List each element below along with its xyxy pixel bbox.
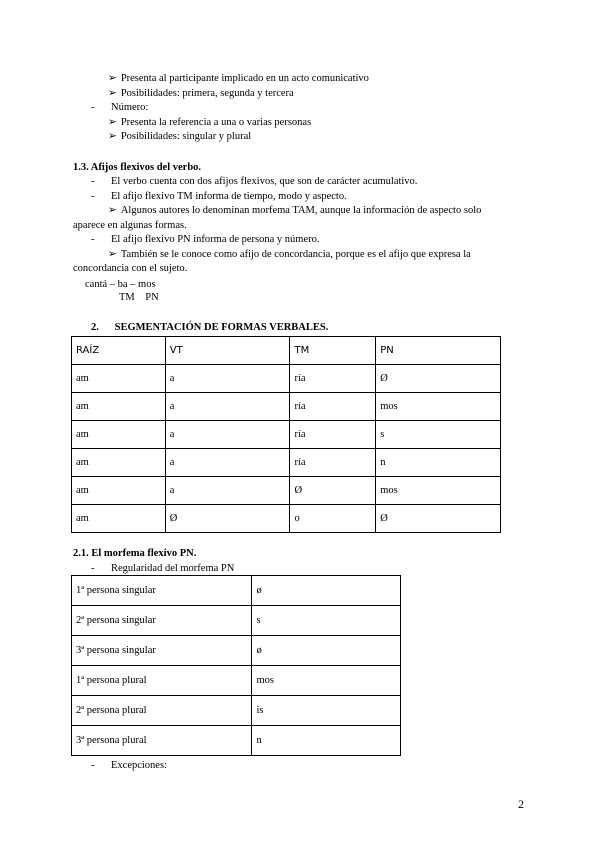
table-cell: am bbox=[72, 477, 166, 505]
pn-regularity-table bbox=[71, 575, 401, 756]
table-row bbox=[72, 421, 501, 449]
table-cell: am bbox=[72, 421, 166, 449]
table-cell: a bbox=[165, 449, 290, 477]
arrow-text: Posibilidades: singular y plural bbox=[120, 131, 252, 142]
bullet-item: - El afijo flexivo TM informa de tiempo, modo y aspecto. bbox=[91, 191, 347, 202]
table-cell: Ø bbox=[290, 477, 376, 505]
arrow-item: ➢ Presenta al participante implicado en un acto comunicativo bbox=[108, 73, 369, 84]
header-cell: VT bbox=[165, 337, 290, 365]
table-cell: is bbox=[252, 696, 401, 726]
table-cell: ø bbox=[252, 576, 401, 606]
bullet-text: El verbo cuenta con dos afijos flexivos, que son de carácter acumulativo. bbox=[111, 176, 418, 187]
table-row bbox=[72, 666, 401, 696]
arrow-item: ➢ También se le conoce como afijo de concordancia, porque es el afijo que expresa la bbox=[108, 249, 471, 260]
table-cell: ría bbox=[290, 393, 376, 421]
table-row bbox=[72, 365, 501, 393]
example-segmentation: cantá – ba – mos bbox=[85, 279, 156, 290]
bullet-numero: - Número: bbox=[91, 102, 149, 113]
section-heading-2-1: 2.1. El morfema flexivo PN. bbox=[73, 548, 197, 559]
section-heading-2: 2. SEGMENTACIÓN DE FORMAS VERBALES. bbox=[91, 322, 329, 333]
table-cell: ø bbox=[252, 636, 401, 666]
table-cell: ría bbox=[290, 449, 376, 477]
bullet-text: El afijo flexivo PN informa de persona y número. bbox=[111, 234, 320, 245]
table-cell: mos bbox=[376, 393, 501, 421]
table-row bbox=[72, 696, 401, 726]
bullet-item: - El afijo flexivo PN informa de persona y número. bbox=[91, 234, 320, 245]
table-cell: 2ª persona plural bbox=[72, 696, 252, 726]
table-cell: a bbox=[165, 365, 290, 393]
bullet-text: Número: bbox=[111, 102, 149, 113]
table-header-row bbox=[72, 337, 501, 365]
arrow-item: ➢ Posibilidades: primera, segunda y tercera bbox=[108, 88, 294, 99]
page-number: 2 bbox=[518, 797, 524, 811]
table-cell: am bbox=[72, 365, 166, 393]
arrow-text: Presenta la referencia a una o varias personas bbox=[120, 117, 312, 128]
example-labels: TM PN bbox=[119, 292, 159, 303]
bullet-text: El afijo flexivo TM informa de tiempo, modo y aspecto. bbox=[111, 191, 347, 202]
table-cell: am bbox=[72, 505, 166, 533]
table-cell: 3ª persona plural bbox=[72, 726, 252, 756]
arrow-text: También se le conoce como afijo de concordancia, porque es el afijo que expresa la bbox=[120, 249, 471, 260]
arrow-text: Algunos autores lo denominan morfema TAM, aunque la información de aspecto solo bbox=[120, 205, 482, 216]
header-cell: RAÍZ bbox=[72, 337, 166, 365]
header-cell: PN bbox=[376, 337, 501, 365]
table-cell: o bbox=[290, 505, 376, 533]
table-cell: am bbox=[72, 393, 166, 421]
continuation-text: concordancia con el sujeto. bbox=[73, 263, 188, 274]
arrow-item: ➢ Presenta la referencia a una o varias personas bbox=[108, 117, 312, 128]
segmentation-table bbox=[71, 336, 501, 533]
table-cell: 1ª persona plural bbox=[72, 666, 252, 696]
bullet-excepciones: - Excepciones: bbox=[91, 760, 167, 771]
table-row bbox=[72, 636, 401, 666]
table-row bbox=[72, 606, 401, 636]
table-cell: s bbox=[252, 606, 401, 636]
table-cell: s bbox=[376, 421, 501, 449]
bullet-text: Excepciones: bbox=[111, 760, 167, 771]
table-cell: n bbox=[252, 726, 401, 756]
table-cell: 2ª persona singular bbox=[72, 606, 252, 636]
table-row bbox=[72, 449, 501, 477]
table-row bbox=[72, 726, 401, 756]
table-row bbox=[72, 505, 501, 533]
table-cell: 3ª persona singular bbox=[72, 636, 252, 666]
table-cell: Ø bbox=[376, 365, 501, 393]
table-cell: Ø bbox=[376, 505, 501, 533]
table-cell: a bbox=[165, 421, 290, 449]
table-cell: am bbox=[72, 449, 166, 477]
table-cell: ría bbox=[290, 421, 376, 449]
table-cell: n bbox=[376, 449, 501, 477]
bullet-item: - Regularidad del morfema PN bbox=[91, 563, 235, 574]
continuation-text: aparece en algunas formas. bbox=[73, 220, 187, 231]
table-cell: ría bbox=[290, 365, 376, 393]
bullet-text: Regularidad del morfema PN bbox=[111, 563, 235, 574]
arrow-text: Posibilidades: primera, segunda y tercera bbox=[120, 88, 294, 99]
table-cell: mos bbox=[376, 477, 501, 505]
arrow-item: ➢ Algunos autores lo denominan morfema TAM, aunque la información de aspecto solo bbox=[108, 205, 482, 216]
arrow-item: ➢ Posibilidades: singular y plural bbox=[108, 131, 252, 142]
table-row bbox=[72, 393, 501, 421]
header-cell: TM bbox=[290, 337, 376, 365]
table-cell: Ø bbox=[165, 505, 290, 533]
table-row bbox=[72, 576, 401, 606]
table-cell: a bbox=[165, 393, 290, 421]
bullet-item: - El verbo cuenta con dos afijos flexivos, que son de carácter acumulativo. bbox=[91, 176, 418, 187]
table-cell: 1ª persona singular bbox=[72, 576, 252, 606]
table-cell: mos bbox=[252, 666, 401, 696]
table-row bbox=[72, 477, 501, 505]
section-heading-1-3: 1.3. Afijos flexivos del verbo. bbox=[73, 162, 202, 173]
arrow-text: Presenta al participante implicado en un acto comunicativo bbox=[120, 73, 369, 84]
table-cell: a bbox=[165, 477, 290, 505]
